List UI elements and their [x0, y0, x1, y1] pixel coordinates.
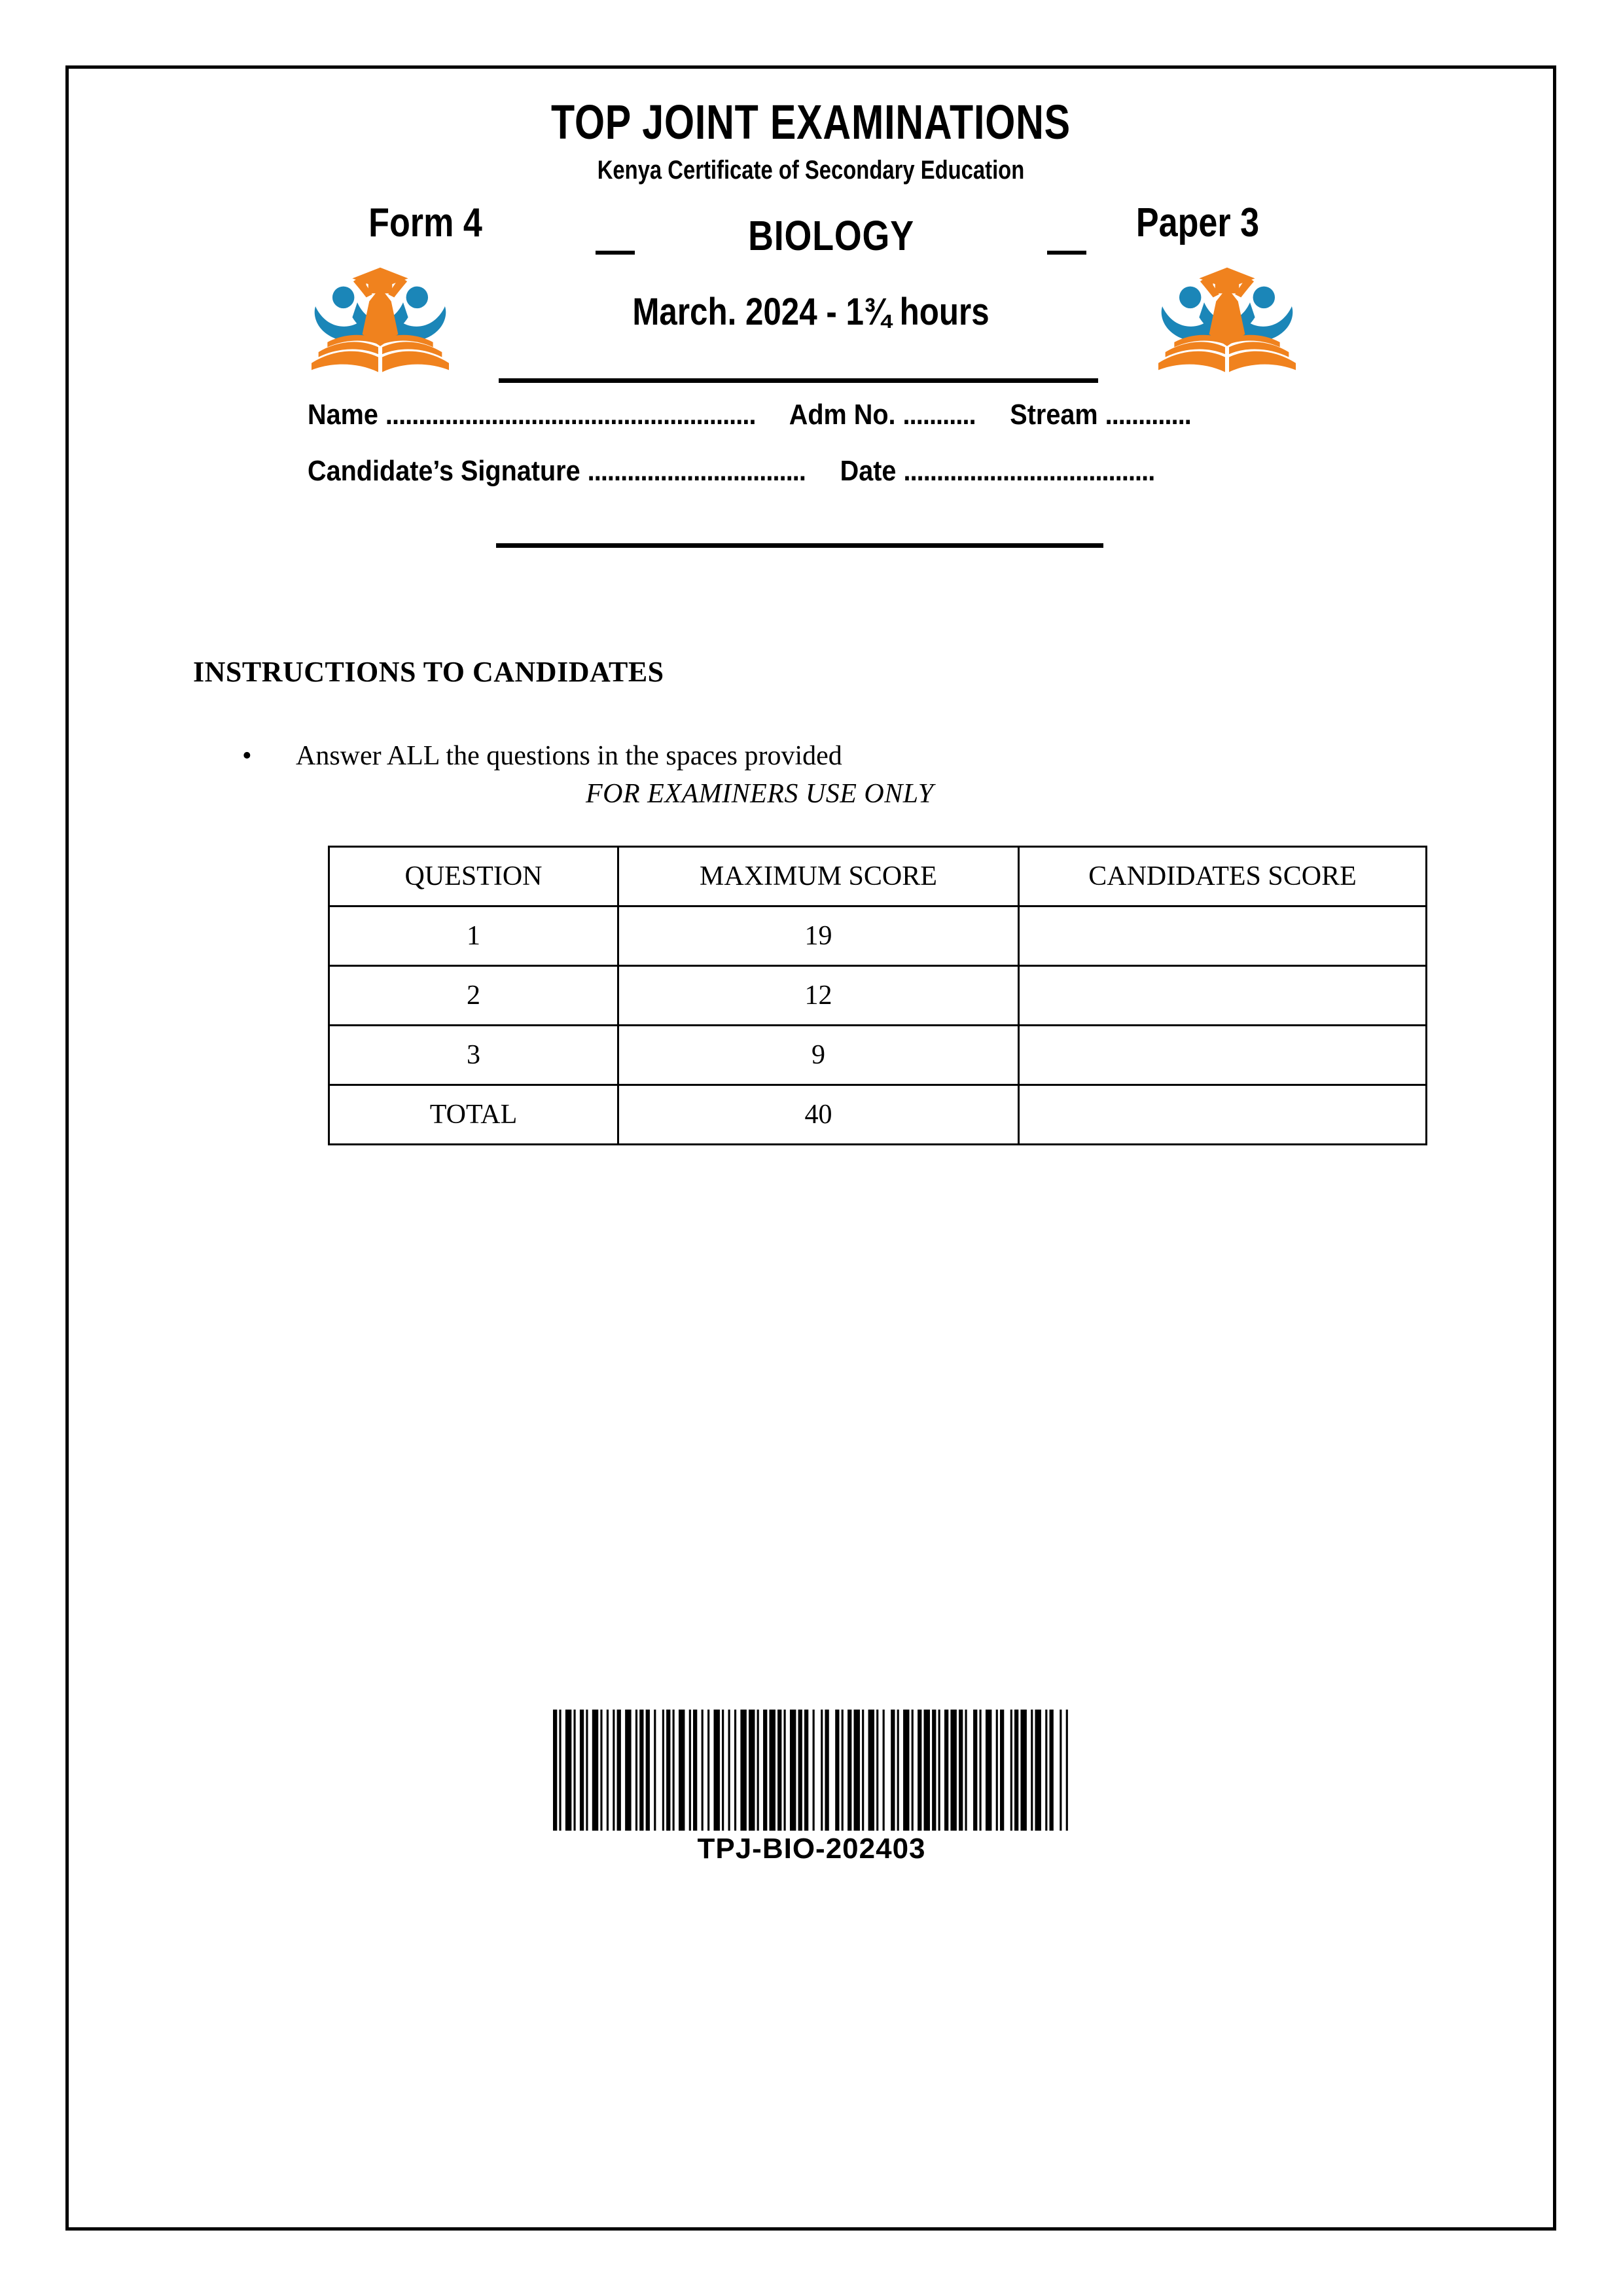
subject-label: BIOLOGY — [748, 212, 914, 259]
graduates-open-book-logo — [1152, 259, 1302, 373]
barcode — [553, 1710, 1070, 1863]
cell-maximum-score: 19 — [618, 906, 1019, 966]
adm-no-label: Adm No. — [789, 399, 896, 431]
signature-input[interactable]: ................................. — [587, 455, 806, 487]
table-row — [329, 1026, 1427, 1085]
form-label: Form 4 — [368, 200, 482, 245]
examiners-use-only-note: FOR EXAMINERS USE ONLY — [586, 779, 934, 809]
exam-title-row — [65, 196, 1556, 275]
header-rule-bottom — [496, 543, 1103, 548]
graduates-open-book-logo — [305, 259, 455, 373]
table-row — [329, 1085, 1427, 1145]
cell-maximum-score: 9 — [618, 1026, 1019, 1085]
list-item — [242, 740, 1224, 772]
page-border — [65, 65, 1556, 2231]
cell-question: 2 — [329, 966, 618, 1026]
column-header-maximum-score: MAXIMUM SCORE — [618, 847, 1019, 906]
cell-maximum-score-total: 40 — [618, 1085, 1019, 1145]
page-title: TOP JOINT EXAMINATIONS — [551, 95, 1071, 149]
cell-maximum-score: 12 — [618, 966, 1019, 1026]
exam-subtitle: Kenya Certificate of Secondary Education — [597, 156, 1025, 185]
exam-date-duration: March. 2024 - 1¾ hours — [632, 291, 990, 333]
signature-field-row — [308, 457, 1309, 486]
date-label: Date — [840, 455, 897, 487]
column-header-question: QUESTION — [329, 847, 618, 906]
cell-question: 3 — [329, 1026, 618, 1085]
stream-input[interactable]: ............. — [1105, 399, 1191, 431]
table-row — [329, 966, 1427, 1026]
cell-candidates-score[interactable] — [1019, 1026, 1427, 1085]
exam-header — [65, 95, 1556, 185]
header-rule-top — [499, 378, 1098, 383]
dash-left-separator: — — [596, 228, 635, 272]
instructions-heading: INSTRUCTIONS TO CANDIDATES — [193, 656, 664, 688]
signature-label: Candidate’s Signature — [308, 455, 580, 487]
column-header-candidates-score: CANDIDATES SCORE — [1019, 847, 1427, 906]
cell-candidates-score-total[interactable] — [1019, 1085, 1427, 1145]
table-row — [329, 906, 1427, 966]
name-input[interactable]: ........................................................ — [385, 399, 756, 431]
cell-question: 1 — [329, 906, 618, 966]
examiners-score-table — [328, 846, 1427, 1145]
adm-no-input[interactable]: ........... — [902, 399, 976, 431]
barcode-label: TPJ-BIO-202403 — [697, 1833, 926, 1865]
bullet-icon: • — [242, 741, 252, 771]
stream-label: Stream — [1010, 399, 1098, 431]
table-header-row — [329, 847, 1427, 906]
date-input[interactable]: ...................................... — [903, 455, 1155, 487]
paper-label: Paper 3 — [1135, 200, 1260, 245]
name-label: Name — [308, 399, 378, 431]
candidate-details — [308, 401, 1309, 513]
instruction-text: Answer ALL the questions in the spaces provided — [296, 741, 842, 771]
barcode-bars — [553, 1710, 1070, 1831]
name-field-row — [308, 401, 1309, 429]
cell-candidates-score[interactable] — [1019, 966, 1427, 1026]
dash-right-separator: — — [1047, 228, 1086, 272]
cell-candidates-score[interactable] — [1019, 906, 1427, 966]
cell-question-total: TOTAL — [329, 1085, 618, 1145]
